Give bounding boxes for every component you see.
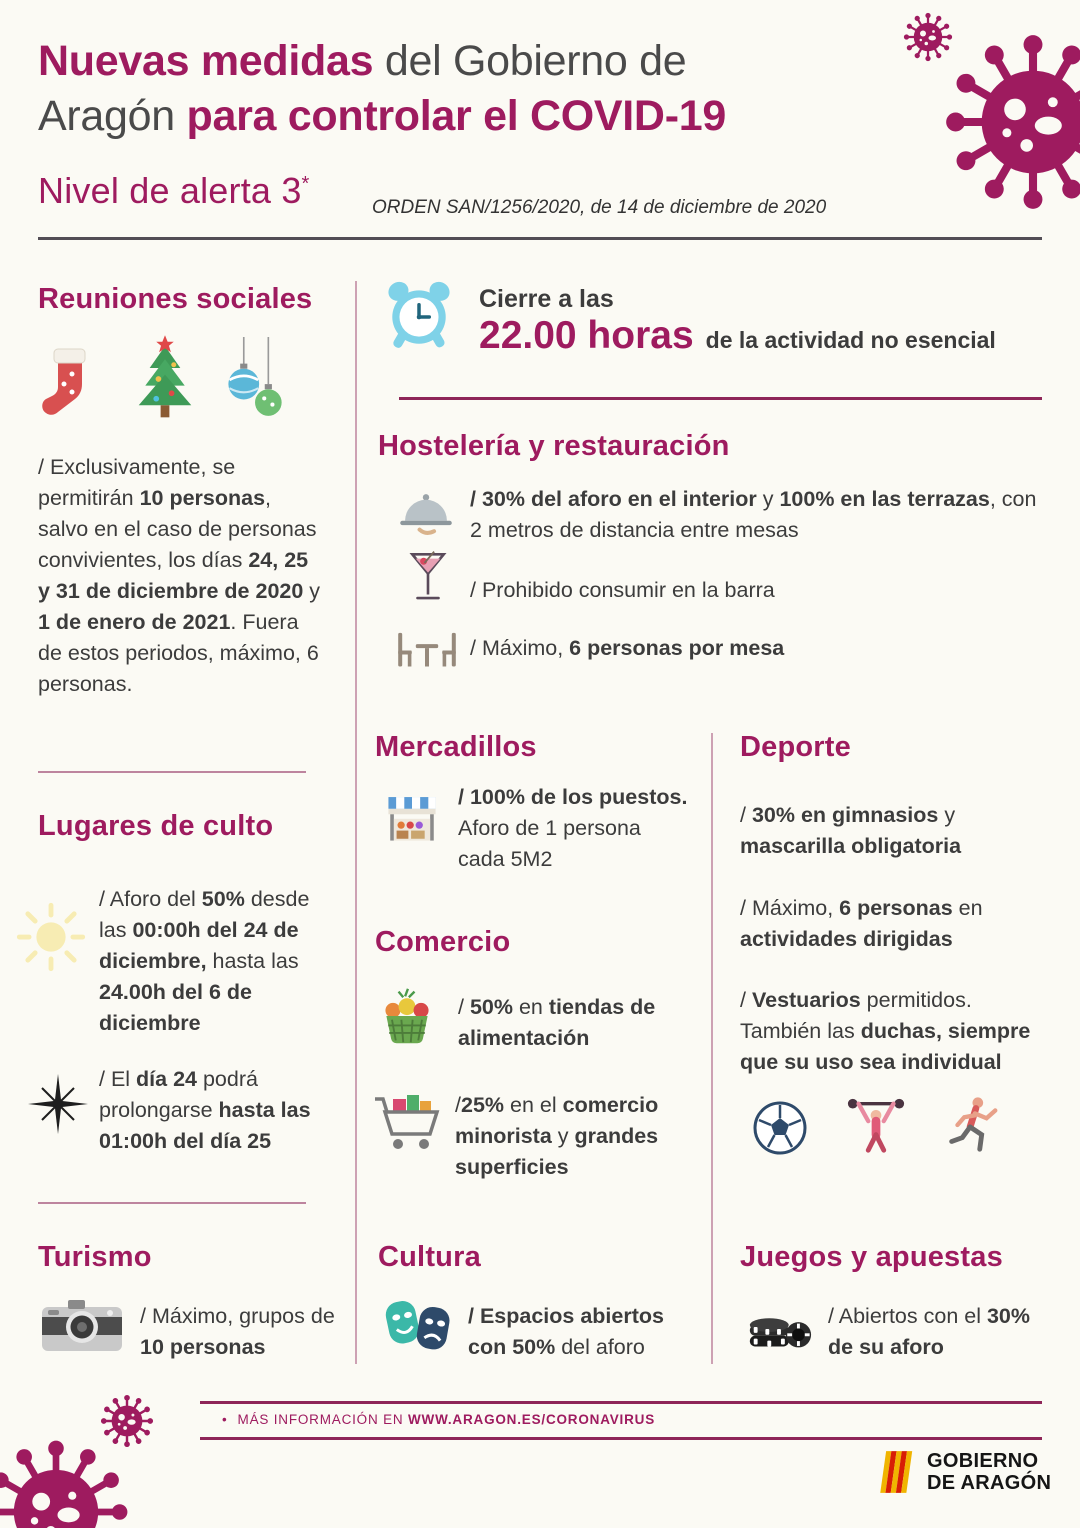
cultura-item-1: / Espacios abiertos con 50% del aforo <box>468 1304 664 1359</box>
culto-item-1: / Aforo del 50% desde las 00:00h del 24 de diciembre, hasta las 24.00h del 6 de diciembre <box>99 887 310 1035</box>
closure-suffix: de la actividad no esencial <box>705 327 996 353</box>
juegos-item-1: / Abiertos con el 30% de su aforo <box>828 1304 1030 1359</box>
page-title <box>38 34 898 144</box>
weightlifter-icon <box>845 1094 907 1156</box>
runner-icon <box>941 1094 1003 1156</box>
footer-divider-bottom <box>200 1437 1042 1440</box>
page-title-line2: Aragón para controlar el COVID-19 <box>38 92 726 140</box>
poker-chips-icon <box>744 1296 814 1358</box>
section-title-comercio: Comercio <box>375 926 511 958</box>
deporte-item-3: / Vestuarios permitidos. También las duchas, siempre que su uso sea individual <box>740 988 1031 1074</box>
market-stall-icon <box>383 788 441 846</box>
section-title-juegos: Juegos y apuestas <box>740 1241 1003 1273</box>
section-title-deporte: Deporte <box>740 731 851 763</box>
comercio-item-2: /25% en el comercio minorista y grandes superficies <box>455 1093 659 1179</box>
turismo-item-1: / Máximo, grupos de 10 personas <box>140 1304 335 1359</box>
logo-line1: GOBIERNO <box>927 1450 1039 1472</box>
deporte-item-1: / 30% en gimnasios y mascarilla obligatoria <box>740 803 962 858</box>
food-basket-icon <box>377 986 437 1046</box>
virus-icon-large-top <box>943 32 1080 212</box>
sun-icon <box>12 898 90 976</box>
alert-level-text: Nivel de alerta 3 <box>38 170 302 211</box>
christmas-tree-icon <box>127 333 203 425</box>
footer-divider-top <box>200 1401 1042 1404</box>
closure-banner <box>479 285 996 358</box>
footer-info: • MÁS INFORMACIÓN EN WWW.ARAGON.ES/CORONAVIRUS <box>222 1412 655 1427</box>
closure-time: 22.00 horas <box>479 314 694 357</box>
alert-asterisk: * <box>301 173 310 195</box>
alarm-clock-icon <box>382 278 456 352</box>
aragon-government-logo <box>876 1448 1051 1496</box>
cocktail-icon <box>407 549 449 605</box>
hosteleria-item-2: / Prohibido consumir en la barra <box>470 578 775 602</box>
section-title-mercadillos: Mercadillos <box>375 731 537 763</box>
baubles-icon <box>221 337 287 423</box>
hosteleria-item-1: / 30% del aforo en el interior y 100% en las terrazas, con 2 metros de distancia entre mesas <box>470 487 1037 542</box>
section-title-reuniones: Reuniones sociales <box>38 283 313 315</box>
theater-masks-icon <box>380 1293 454 1359</box>
middle-column-divider <box>711 733 713 1364</box>
section-title-cultura: Cultura <box>378 1241 481 1273</box>
alert-level <box>38 170 310 212</box>
closure-intro: Cierre a las <box>479 285 614 313</box>
culto-item-2: / El día 24 podrá prolongarse hasta las 01:00h del día 25 <box>99 1067 311 1153</box>
table-and-chairs-icon <box>395 628 459 673</box>
mercadillos-item-1: / 100% de los puestos. Aforo de 1 persona cada 5M2 <box>458 785 688 871</box>
christmas-stocking-icon <box>42 344 98 419</box>
left-column-divider <box>355 281 357 1364</box>
camera-icon <box>40 1295 124 1355</box>
deporte-item-2: / Máximo, 6 personas en actividades dirigidas <box>740 896 983 951</box>
comercio-item-1: / 50% en tiendas de alimentación <box>458 995 656 1050</box>
page-title-line1: Nuevas medidas del Gobierno de <box>38 37 687 85</box>
closure-divider <box>399 397 1042 400</box>
divider-line <box>38 1202 306 1204</box>
hosteleria-item-3: / Máximo, 6 personas por mesa <box>470 636 785 660</box>
section-title-culto: Lugares de culto <box>38 810 274 842</box>
reuniones-text: / Exclusivamente, se permitirán 10 personas, salvo en el caso de personas convivientes, los días 24, 25 y 31 de diciembre de 2020 y 1 de enero de 2021. Fuera de estos periodos, máximo, 6 personas. <box>38 455 321 696</box>
virus-icon-large-bottom <box>0 1438 130 1528</box>
order-reference: ORDEN SAN/1256/2020, de 14 de diciembre de 2020 <box>372 197 827 218</box>
shopping-cart-icon <box>371 1086 443 1154</box>
section-title-turismo: Turismo <box>38 1241 152 1273</box>
aragon-flag-icon <box>876 1448 918 1496</box>
logo-line2: DE ARAGÓN <box>927 1472 1052 1494</box>
serving-dome-icon <box>397 490 455 537</box>
section-title-hosteleria: Hostelería y restauración <box>378 430 730 462</box>
sparkle-star-icon <box>26 1072 90 1136</box>
header-divider <box>38 237 1042 240</box>
soccer-ball-icon <box>752 1100 808 1156</box>
divider-line <box>38 771 306 773</box>
